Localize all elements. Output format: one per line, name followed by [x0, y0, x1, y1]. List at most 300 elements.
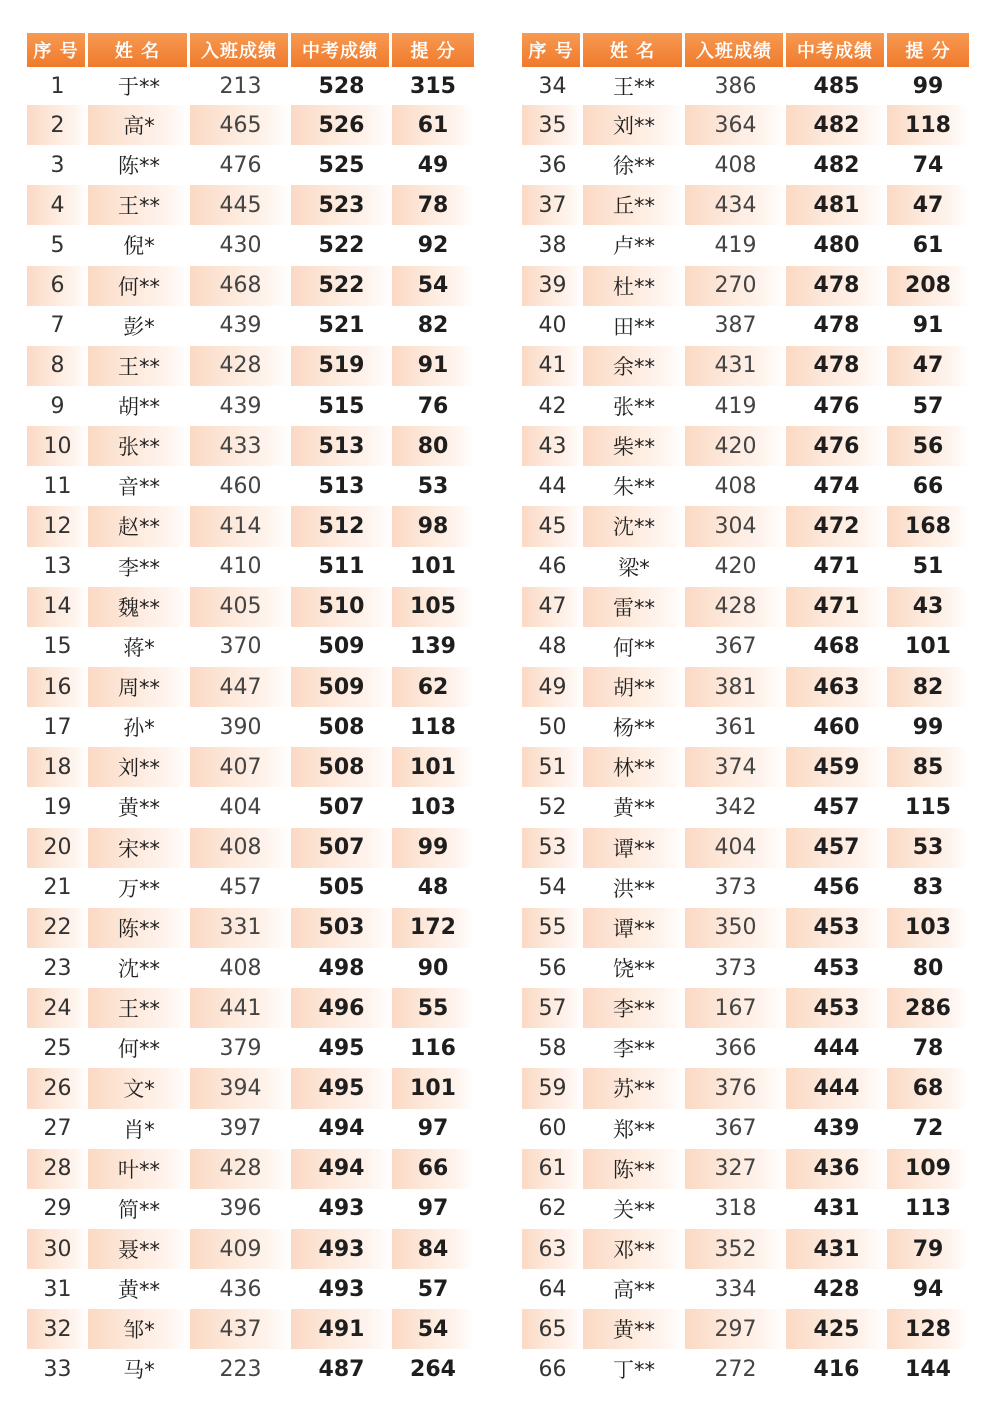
cell-entry-score: 304: [685, 506, 786, 546]
cell-improvement: 80: [912, 955, 944, 981]
cell-name: 沈**: [118, 957, 160, 982]
cell-improvement: 47: [887, 346, 969, 386]
cell-entry-score: 379: [219, 1035, 262, 1061]
score-table-left: [27, 33, 474, 1390]
header-index: 序 号: [27, 33, 88, 67]
cell-index: 60: [538, 1116, 567, 1142]
cell-zhongkao-score: 493: [318, 1276, 365, 1302]
cell-index: 63: [522, 1229, 583, 1269]
cell-index: 28: [27, 1149, 88, 1189]
table-row: [522, 1109, 969, 1149]
cell-improvement: 94: [912, 1276, 944, 1302]
cell-name: 蒋*: [123, 635, 155, 660]
cell-index: 32: [27, 1309, 88, 1349]
cell-zhongkao-score: 472: [786, 506, 887, 546]
table-row: [27, 667, 474, 707]
cell-zhongkao-score: 453: [813, 955, 860, 981]
cell-index: 21: [43, 875, 72, 901]
cell-improvement: 68: [887, 1068, 969, 1108]
cell-improvement: 113: [905, 1196, 951, 1222]
cell-index: 62: [538, 1196, 567, 1222]
cell-improvement: 76: [417, 393, 449, 419]
cell-entry-score: 396: [219, 1196, 262, 1222]
cell-index: 46: [538, 554, 567, 580]
cell-index: 6: [27, 266, 88, 306]
cell-zhongkao-score: 439: [813, 1116, 860, 1142]
table-row: [27, 547, 474, 587]
cell-name: 胡**: [583, 667, 685, 707]
cell-zhongkao-score: 436: [786, 1149, 887, 1189]
cell-zhongkao-score: 476: [786, 426, 887, 466]
table-row: [522, 1309, 969, 1349]
cell-zhongkao-score: 482: [813, 152, 860, 178]
cell-zhongkao-score: 509: [318, 634, 365, 660]
cell-name: 杜**: [583, 266, 685, 306]
cell-name: 叶**: [88, 1149, 190, 1189]
cell-zhongkao-score: 522: [291, 266, 392, 306]
table-row: [27, 587, 474, 627]
cell-name: 王**: [88, 185, 190, 225]
cell-entry-score: 441: [190, 988, 291, 1028]
cell-zhongkao-score: 478: [786, 346, 887, 386]
cell-zhongkao-score: 485: [813, 73, 860, 99]
cell-improvement: 78: [912, 1035, 944, 1061]
score-table: [27, 33, 474, 1390]
cell-zhongkao-score: 522: [318, 232, 365, 258]
table-body-left: [27, 67, 474, 1390]
cell-entry-score: 331: [190, 908, 291, 948]
cell-name: 文*: [88, 1068, 190, 1108]
header-entry-score: 入班成绩: [190, 33, 291, 67]
cell-index: 39: [522, 266, 583, 306]
cell-name: 刘**: [583, 105, 685, 145]
cell-improvement: 43: [887, 587, 969, 627]
table-row: [27, 988, 474, 1028]
table-row: [522, 1068, 969, 1108]
cell-entry-score: 364: [685, 105, 786, 145]
cell-improvement: 57: [417, 1276, 449, 1302]
table-row: [27, 67, 474, 105]
cell-zhongkao-score: 525: [318, 152, 365, 178]
cell-entry-score: 223: [219, 1356, 262, 1382]
cell-zhongkao-score: 494: [318, 1116, 365, 1142]
cell-index: 52: [538, 794, 567, 820]
cell-improvement: 103: [410, 794, 456, 820]
cell-improvement: 57: [912, 393, 944, 419]
header-improvement: 提 分: [887, 33, 969, 67]
cell-index: 66: [538, 1356, 567, 1382]
cell-entry-score: 445: [190, 185, 291, 225]
cell-index: 45: [522, 506, 583, 546]
cell-name: 黄**: [583, 1309, 685, 1349]
cell-name: 余**: [583, 346, 685, 386]
table-row: [27, 346, 474, 386]
cell-index: 36: [538, 152, 567, 178]
cell-index: 38: [538, 232, 567, 258]
cell-name: 彭*: [123, 314, 155, 339]
cell-zhongkao-score: 478: [786, 266, 887, 306]
header-name: 姓 名: [88, 33, 190, 67]
cell-improvement: 62: [392, 667, 474, 707]
cell-index: 10: [27, 426, 88, 466]
cell-name: 王**: [88, 346, 190, 386]
table-row: [27, 627, 474, 667]
cell-improvement: 90: [417, 955, 449, 981]
cell-name: 邹*: [88, 1309, 190, 1349]
table-row: [27, 466, 474, 506]
cell-improvement: 74: [912, 152, 944, 178]
cell-index: 11: [43, 473, 72, 499]
cell-improvement: 78: [392, 185, 474, 225]
cell-entry-score: 405: [190, 587, 291, 627]
cell-name: 音**: [118, 475, 160, 500]
cell-improvement: 109: [887, 1149, 969, 1189]
cell-name: 陈**: [583, 1149, 685, 1189]
cell-zhongkao-score: 507: [318, 794, 365, 820]
table-row: [27, 868, 474, 908]
cell-entry-score: 386: [714, 73, 757, 99]
cell-index: 4: [27, 185, 88, 225]
cell-index: 7: [50, 313, 65, 339]
cell-improvement: 101: [905, 634, 951, 660]
cell-index: 30: [27, 1229, 88, 1269]
cell-name: 雷**: [583, 587, 685, 627]
cell-index: 24: [27, 988, 88, 1028]
cell-zhongkao-score: 495: [291, 1068, 392, 1108]
cell-entry-score: 439: [219, 393, 262, 419]
table-row: [522, 466, 969, 506]
table-row: [522, 587, 969, 627]
cell-entry-score: 327: [685, 1149, 786, 1189]
cell-name: 柴**: [583, 426, 685, 466]
table-row: [522, 266, 969, 306]
cell-zhongkao-score: 491: [291, 1309, 392, 1349]
cell-name: 高*: [88, 105, 190, 145]
table-body-right: [522, 67, 969, 1390]
table-row: [522, 225, 969, 265]
cell-improvement: 47: [887, 185, 969, 225]
score-table: [522, 33, 969, 1390]
cell-index: 34: [538, 73, 567, 99]
table-row: [27, 828, 474, 868]
cell-index: 54: [538, 875, 567, 901]
cell-zhongkao-score: 511: [318, 554, 365, 580]
cell-improvement: 55: [392, 988, 474, 1028]
cell-improvement: 99: [912, 714, 944, 740]
cell-zhongkao-score: 508: [318, 714, 365, 740]
cell-zhongkao-score: 428: [813, 1276, 860, 1302]
cell-index: 57: [522, 988, 583, 1028]
cell-entry-score: 374: [685, 747, 786, 787]
cell-improvement: 83: [912, 875, 944, 901]
cell-improvement: 99: [912, 73, 944, 99]
cell-entry-score: 373: [714, 955, 757, 981]
cell-name: 简**: [118, 1197, 160, 1222]
cell-entry-score: 397: [219, 1116, 262, 1142]
cell-zhongkao-score: 515: [318, 393, 365, 419]
cell-entry-score: 373: [714, 875, 757, 901]
cell-improvement: 51: [912, 554, 944, 580]
cell-zhongkao-score: 487: [318, 1356, 365, 1382]
cell-zhongkao-score: 505: [318, 875, 365, 901]
cell-name: 李**: [583, 988, 685, 1028]
cell-entry-score: 352: [685, 1229, 786, 1269]
cell-name: 倪*: [123, 234, 155, 259]
cell-name: 黄**: [118, 1278, 160, 1303]
cell-entry-score: 342: [714, 794, 757, 820]
cell-zhongkao-score: 513: [318, 473, 365, 499]
header-entry-score: 入班成绩: [685, 33, 786, 67]
table-row: [27, 1309, 474, 1349]
cell-improvement: 105: [392, 587, 474, 627]
cell-zhongkao-score: 494: [291, 1149, 392, 1189]
cell-name: 赵**: [88, 506, 190, 546]
cell-name: 饶**: [613, 957, 655, 982]
cell-index: 23: [43, 955, 72, 981]
cell-zhongkao-score: 509: [291, 667, 392, 707]
cell-entry-score: 297: [685, 1309, 786, 1349]
cell-improvement: 92: [417, 232, 449, 258]
cell-index: 53: [522, 828, 583, 868]
cell-improvement: 168: [887, 506, 969, 546]
cell-entry-score: 270: [685, 266, 786, 306]
cell-improvement: 79: [887, 1229, 969, 1269]
score-table-right: [522, 33, 969, 1390]
cell-entry-score: 420: [685, 426, 786, 466]
cell-index: 16: [27, 667, 88, 707]
cell-entry-score: 414: [190, 506, 291, 546]
cell-improvement: 98: [392, 506, 474, 546]
cell-name: 沈**: [583, 506, 685, 546]
table-row: [522, 667, 969, 707]
cell-improvement: 97: [417, 1196, 449, 1222]
cell-improvement: 84: [392, 1229, 474, 1269]
cell-improvement: 80: [392, 426, 474, 466]
table-row: [522, 67, 969, 105]
table-header-row: [27, 33, 474, 67]
cell-zhongkao-score: 508: [291, 747, 392, 787]
cell-entry-score: 404: [219, 794, 262, 820]
cell-index: 17: [43, 714, 72, 740]
cell-entry-score: 419: [714, 232, 757, 258]
table-row: [27, 1189, 474, 1229]
cell-zhongkao-score: 416: [813, 1356, 860, 1382]
cell-index: 18: [27, 747, 88, 787]
cell-name: 何**: [88, 266, 190, 306]
cell-entry-score: 404: [685, 828, 786, 868]
cell-entry-score: 476: [219, 152, 262, 178]
cell-entry-score: 431: [685, 346, 786, 386]
cell-entry-score: 447: [190, 667, 291, 707]
cell-zhongkao-score: 457: [813, 794, 860, 820]
cell-index: 47: [522, 587, 583, 627]
cell-index: 41: [522, 346, 583, 386]
cell-improvement: 139: [410, 634, 456, 660]
header-zhongkao-score: 中考成绩: [786, 33, 887, 67]
cell-entry-score: 408: [190, 828, 291, 868]
cell-entry-score: 409: [190, 1229, 291, 1269]
cell-improvement: 85: [887, 747, 969, 787]
cell-name: 丘**: [583, 185, 685, 225]
cell-entry-score: 370: [219, 634, 262, 660]
cell-entry-score: 457: [219, 875, 262, 901]
cell-index: 44: [538, 473, 567, 499]
cell-improvement: 103: [887, 908, 969, 948]
cell-entry-score: 408: [219, 955, 262, 981]
cell-index: 33: [43, 1356, 72, 1382]
cell-zhongkao-score: 480: [813, 232, 860, 258]
cell-index: 3: [50, 152, 65, 178]
table-row: [27, 306, 474, 346]
table-row: [522, 346, 969, 386]
cell-index: 2: [27, 105, 88, 145]
cell-index: 40: [538, 313, 567, 339]
cell-index: 61: [522, 1149, 583, 1189]
cell-entry-score: 465: [190, 105, 291, 145]
cell-improvement: 128: [887, 1309, 969, 1349]
cell-name: 宋**: [88, 828, 190, 868]
cell-entry-score: 376: [685, 1068, 786, 1108]
cell-improvement: 172: [392, 908, 474, 948]
table-row: [522, 386, 969, 426]
cell-entry-score: 410: [219, 554, 262, 580]
cell-entry-score: 460: [219, 473, 262, 499]
cell-index: 64: [538, 1276, 567, 1302]
cell-name: 林**: [583, 747, 685, 787]
table-row: [27, 1068, 474, 1108]
cell-zhongkao-score: 463: [786, 667, 887, 707]
table-row: [522, 1349, 969, 1389]
table-row: [522, 908, 969, 948]
cell-improvement: 56: [887, 426, 969, 466]
table-row: [522, 185, 969, 225]
cell-index: 48: [538, 634, 567, 660]
cell-improvement: 61: [912, 232, 944, 258]
cell-entry-score: 334: [714, 1276, 757, 1302]
table-row: [522, 988, 969, 1028]
cell-name: 梁*: [618, 555, 650, 580]
table-row: [522, 747, 969, 787]
cell-improvement: 82: [887, 667, 969, 707]
table-row: [27, 185, 474, 225]
table-row: [27, 105, 474, 145]
table-row: [522, 1028, 969, 1068]
cell-name: 徐**: [613, 154, 655, 179]
cell-name: 王**: [613, 75, 655, 99]
cell-improvement: 54: [392, 1309, 474, 1349]
cell-name: 魏**: [88, 587, 190, 627]
table-row: [27, 1109, 474, 1149]
cell-entry-score: 430: [219, 232, 262, 258]
cell-index: 8: [27, 346, 88, 386]
cell-zhongkao-score: 523: [291, 185, 392, 225]
cell-name: 何**: [118, 1037, 160, 1062]
cell-zhongkao-score: 495: [318, 1035, 365, 1061]
cell-index: 58: [538, 1035, 567, 1061]
cell-zhongkao-score: 493: [318, 1196, 365, 1222]
cell-improvement: 49: [417, 152, 449, 178]
table-row: [27, 1229, 474, 1269]
table-row: [522, 948, 969, 988]
cell-index: 43: [522, 426, 583, 466]
cell-improvement: 53: [417, 473, 449, 499]
cell-index: 51: [522, 747, 583, 787]
cell-zhongkao-score: 507: [291, 828, 392, 868]
cell-entry-score: 408: [714, 473, 757, 499]
cell-zhongkao-score: 512: [291, 506, 392, 546]
cell-improvement: 97: [417, 1116, 449, 1142]
cell-zhongkao-score: 431: [813, 1196, 860, 1222]
cell-improvement: 144: [905, 1356, 951, 1382]
cell-index: 35: [522, 105, 583, 145]
cell-entry-score: 428: [190, 346, 291, 386]
table-row: [27, 908, 474, 948]
cell-index: 49: [522, 667, 583, 707]
table-row: [27, 787, 474, 827]
cell-entry-score: 361: [714, 714, 757, 740]
cell-improvement: 66: [912, 473, 944, 499]
cell-zhongkao-score: 453: [786, 988, 887, 1028]
cell-entry-score: 272: [714, 1356, 757, 1382]
cell-name: 李**: [613, 1037, 655, 1062]
cell-name: 丁**: [613, 1358, 655, 1383]
cell-improvement: 101: [410, 554, 456, 580]
table-row: [522, 506, 969, 546]
table-row: [522, 1189, 969, 1229]
header-index: 序 号: [522, 33, 583, 67]
cell-index: 56: [538, 955, 567, 981]
cell-index: 14: [27, 587, 88, 627]
cell-zhongkao-score: 457: [786, 828, 887, 868]
cell-name: 苏**: [583, 1068, 685, 1108]
cell-improvement: 91: [912, 313, 944, 339]
table-row: [522, 828, 969, 868]
table-row: [522, 1269, 969, 1309]
cell-index: 12: [27, 506, 88, 546]
table-row: [27, 1269, 474, 1309]
table-row: [522, 105, 969, 145]
cell-name: 陈**: [88, 908, 190, 948]
cell-entry-score: 366: [714, 1035, 757, 1061]
cell-index: 22: [27, 908, 88, 948]
table-row: [27, 506, 474, 546]
header-name: 姓 名: [583, 33, 685, 67]
cell-zhongkao-score: 444: [786, 1068, 887, 1108]
cell-name: 洪**: [613, 876, 655, 901]
cell-index: 15: [43, 634, 72, 660]
cell-improvement: 286: [887, 988, 969, 1028]
cell-zhongkao-score: 526: [291, 105, 392, 145]
cell-improvement: 118: [410, 714, 456, 740]
cell-zhongkao-score: 476: [813, 393, 860, 419]
cell-zhongkao-score: 468: [813, 634, 860, 660]
cell-improvement: 82: [417, 313, 449, 339]
cell-index: 13: [43, 554, 72, 580]
cell-index: 9: [50, 393, 65, 419]
cell-index: 25: [43, 1035, 72, 1061]
cell-zhongkao-score: 478: [813, 313, 860, 339]
table-row: [522, 547, 969, 587]
cell-entry-score: 167: [685, 988, 786, 1028]
cell-name: 黄**: [118, 796, 160, 821]
cell-improvement: 264: [410, 1356, 456, 1382]
cell-entry-score: 394: [190, 1068, 291, 1108]
cell-zhongkao-score: 513: [291, 426, 392, 466]
cell-zhongkao-score: 493: [291, 1229, 392, 1269]
header-zhongkao-score: 中考成绩: [291, 33, 392, 67]
cell-zhongkao-score: 528: [318, 73, 365, 99]
table-row: [27, 225, 474, 265]
